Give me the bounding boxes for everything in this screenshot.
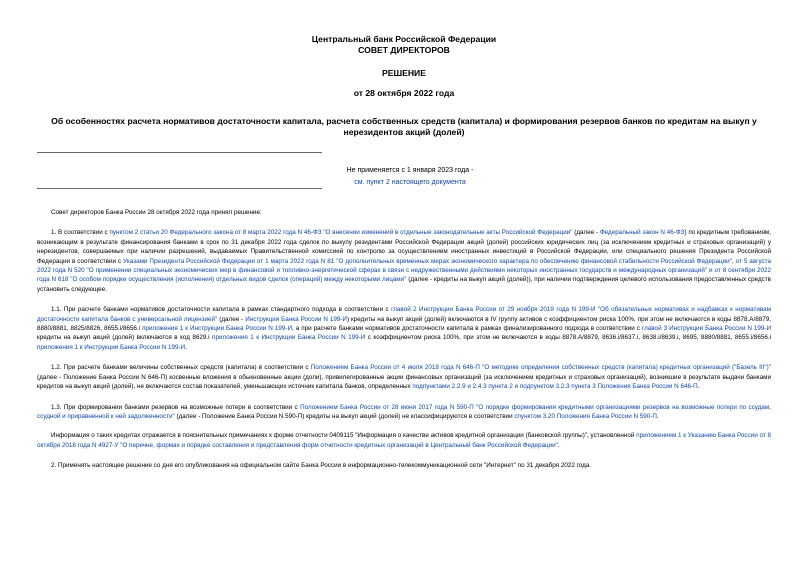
p12-text-1: 1.2. При расчете банками величины собственных средств (капитала) в соответствии с <box>51 364 311 372</box>
p1-link-law-short[interactable]: Федеральный закон N 46-ФЗ <box>599 229 685 237</box>
p11-link-appendix-1[interactable]: приложения 1 к Инструкции Банка России N 199-И <box>142 325 292 333</box>
applicability-note <box>37 165 771 189</box>
p11-link-appendix-3[interactable]: приложения 1 к Инструкции Банка России N 199-И <box>37 343 186 351</box>
p11-text-4: , а при расчете банками нормативов достаточности капитала в рамках финализированного подхода в соответствии с <box>291 325 642 333</box>
p11-text-5: кредиты на выкуп акций (долей) включаются в код 8629.i <box>37 334 213 342</box>
p13-text-2: (далее - Положение Банка России N 590-П) кредиты на выкуп акций (долей) не классифицируются в соответствии <box>174 412 515 420</box>
p1-text-3: ) по кредитным требованиям, возникающим в результате финансирования банками в срок по 31 декабря 2022 года сделок по выкупу резидентами Российской Федерации акций (долей) российских юридических лиц (за исключением кредитных и страховых организаций) у нерезидентов, совершаемых при наличии разрешений, выдаваемых Правительственной комиссией по контролю за осуществлением иностранных инвестиций в Российской Федерации, или специального решения Президента Российской Федерации в соответствии с <box>37 229 771 265</box>
p13-text-1: 1.3. При формировании банками резервов на возможные потери в соответствии с <box>51 403 301 411</box>
p13-link-point-3-20[interactable]: спунктом 3.20 Положения Банка России N 590-П <box>514 412 657 420</box>
p13-text-3: . <box>656 412 659 420</box>
doc-type: РЕШЕНИЕ <box>382 68 426 78</box>
p11-text-2: (далее - <box>217 315 246 323</box>
p1-text-1: 1. В соответствии с <box>51 229 110 237</box>
p11-link-instruction[interactable]: главой 2 Инструкции Банка России от 29 ноября 2019 года N 199-И "Об обязательных нормативах и надбавках к нормативам достаточности капитала банков с универсальной лицензией" <box>37 306 771 323</box>
divider-bottom <box>37 188 322 189</box>
p12-text-2: (далее - Положение Банка России N 646-П) косвенные вложения в обыкновенные акции (доли), привилегированные акции финансовых организаций (за исключением кредитных и страховых организаций), возникшие в результате выдачи банками кредитов на выкуп акций (долей), не включаются состав показателей, уменьшающих источник капитала банков, определенных <box>37 373 771 391</box>
paragraph-2: 2. Применять настоящее решение со дня его опубликования на официальном сайте Банка России в информационно-телекоммуникационной сети "Интернет" по 31 декабря 2022 года. <box>51 462 592 470</box>
p14-text-2: . <box>557 441 560 449</box>
paragraph-1-1 <box>37 305 771 352</box>
intro-paragraph: Совет директоров Банка России 28 октября 2022 года принял решение: <box>51 209 262 216</box>
p11-link-appendix-2[interactable]: приложения 1 к Инструкции Банка России N 199-И <box>212 334 366 342</box>
p1-link-law-46fz[interactable]: пунктом 2 статьи 20 Федерального закона от 8 марта 2022 года N 46-ФЗ "О внесении изменений в отдельные законодательные акты Российской Федерации" <box>109 229 573 237</box>
p12-link-subparagraphs[interactable]: подпунктами 2.2.9 и 2.4.3 пункта 2 и подпунктом 3.2.3 пункта 3 Положения Банка России N 646-П <box>412 383 698 391</box>
paragraph-1-3 <box>37 403 771 422</box>
p1-link-decrees[interactable]: Указами Президента Российской Федерации от 1 марта 2022 года N 81 "О дополнительных временных мерах экономического характера по обеспечению финансовой стабильности Российской Федерации", от 5 августа 2022 года N 520 "О применении специальных экономических мер в финансовой и топливно-энергетической сферах в связи с недружественными действиями некоторых иностранных государств и международных организаций" и от 8 сентября 2022 года N 618 "О особом порядке осуществления (исполнения) отдельных видов сделок (операций) между некоторыми лицами" <box>37 257 771 284</box>
note-line-2[interactable]: см. пункт 2 настоящего документа <box>354 179 466 186</box>
p11-text-6: с коэффициентом риска 100%, при этом не включаются в коды 8878.А/8879, 8636.i/8637.i, 8638.i/8639.i, 8695, 8880/8881, 8655.i/8656.i <box>365 334 771 342</box>
p14-link-directive-4927[interactable]: приложением 1 к Указанию Банка России от 8 октября 2018 года N 4927-У "О перечне, формах и порядке составления и представления форм отчетности кредитных организаций в Центральный банк Российской Федерации" <box>37 432 771 449</box>
divider-top <box>37 152 322 153</box>
p11-text-1: 1.1. При расчете банками нормативов достаточности капитала в рамках стандартного подхода в соответствии с <box>51 306 392 314</box>
p1-text-2: (далее - <box>572 229 600 237</box>
p13-link-regulation-590[interactable]: Положением Банка России от 28 июня 2017 года N 590-П "О порядке формирования кредитными организациями резервов на возможные потери по ссудам, ссудной и приравненной к ней задолженности" <box>37 403 771 420</box>
note-line-1: Не применяется с 1 января 2023 года - <box>346 167 474 174</box>
org-name: Центральный банк Российской Федерации <box>311 34 497 44</box>
p1-text-4: (далее - кредиты на выкуп акций (долей)), при наличии подтверждения целевого использования предоставленных средств установить следующее. <box>37 276 771 293</box>
p11-text-7: . <box>185 343 187 351</box>
p11-text-3: ) кредиты на выкуп акций (долей) включаются в IV группу активов с коэффициентом риска 100%, при этом не включаются в коды 8878.А/8879, 8880/8881, 8825/8826, 8655.i/8656.i <box>37 315 772 333</box>
p12-link-regulation-646[interactable]: Положением Банка России от 4 июля 2018 года N 646-П "О методике определения собственных средств (капитала) кредитных организаций ("Базель III")" <box>310 364 771 372</box>
paragraph-1-2 <box>37 363 771 391</box>
board-name: СОВЕТ ДИРЕКТОРОВ <box>358 45 450 55</box>
paragraph-reporting <box>37 431 771 450</box>
p12-text-3: . <box>697 383 700 391</box>
p11-link-instruction-short[interactable]: Инструкция Банка России N 199-И <box>245 315 347 323</box>
paragraph-1 <box>37 228 771 294</box>
p11-link-chapter-3[interactable]: главой 3 Инструкции Банка России N 199-И <box>641 325 771 333</box>
doc-title: Об особенностях расчета нормативов достаточности капитала, расчета собственных средств (капитала) и формирования резервов банков по кредитам на выкуп у нерезидентов акций (долей) <box>51 116 757 137</box>
doc-date: от 28 октября 2022 года <box>353 88 455 98</box>
p14-text-1: Информация о таких кредитах отражается в пояснительных примечаниях к форме отчетности 0409115 "Информация о качестве активов кредитной организации (банковской группы)", установленной <box>51 432 637 440</box>
